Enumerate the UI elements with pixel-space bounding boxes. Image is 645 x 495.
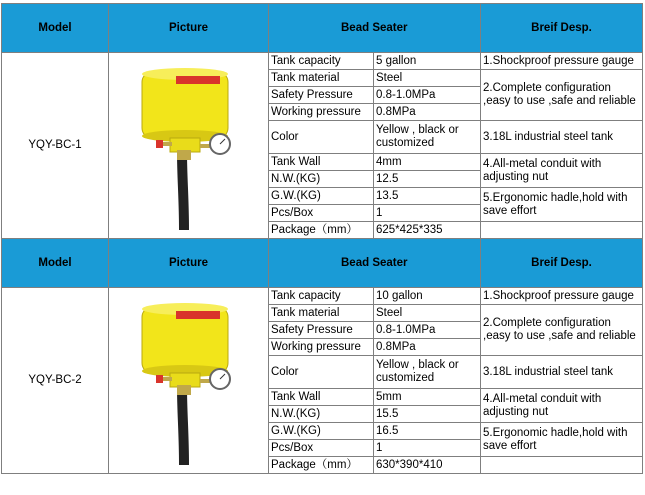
- spec-value: Steel: [374, 70, 481, 87]
- spec-label: Color: [269, 121, 374, 154]
- spec-table: [1, 3, 643, 474]
- description-cell: 1.Shockproof pressure gauge: [481, 288, 643, 305]
- model-cell: YQY-BC-2: [2, 288, 109, 474]
- description-cell: 1.Shockproof pressure gauge: [481, 53, 643, 70]
- description-cell: 4.All-metal conduit with adjusting nut: [481, 154, 643, 188]
- header-brief: Breif Desp.: [481, 4, 643, 53]
- spec-label: Package（mm）: [269, 222, 374, 239]
- spec-value: 4mm: [374, 154, 481, 171]
- description-cell: 5.Ergonomic hadle,hold with save effort: [481, 188, 643, 222]
- bead-seater-tank-image: [134, 58, 244, 234]
- spec-value: 12.5: [374, 171, 481, 188]
- description-empty-cell: [481, 457, 643, 474]
- spec-value: 0.8-1.0MPa: [374, 322, 481, 339]
- spec-label: Tank material: [269, 70, 374, 87]
- spec-value: 0.8-1.0MPa: [374, 87, 481, 104]
- header-brief: Breif Desp.: [481, 239, 643, 288]
- model-cell: YQY-BC-1: [2, 53, 109, 239]
- header-picture: Picture: [109, 239, 269, 288]
- header-model: Model: [2, 239, 109, 288]
- picture-cell: [109, 288, 269, 474]
- spec-value: 13.5: [374, 188, 481, 205]
- spec-value: 625*425*335: [374, 222, 481, 239]
- picture-cell: [109, 53, 269, 239]
- spec-row: [2, 288, 643, 305]
- spec-value: 1: [374, 205, 481, 222]
- spec-value: 1: [374, 440, 481, 457]
- description-cell: 2.Complete configuration ,easy to use ,safe and reliable: [481, 305, 643, 356]
- spec-label: Tank capacity: [269, 53, 374, 70]
- spec-label: Package（mm）: [269, 457, 374, 474]
- bead-seater-tank-image: [134, 293, 244, 469]
- spec-value: 0.8MPa: [374, 104, 481, 121]
- spec-label: Safety Pressure: [269, 87, 374, 104]
- spec-label: Color: [269, 356, 374, 389]
- spec-label: Safety Pressure: [269, 322, 374, 339]
- description-cell: 5.Ergonomic hadle,hold with save effort: [481, 423, 643, 457]
- spec-value: 15.5: [374, 406, 481, 423]
- spec-value: Yellow , black or customized: [374, 356, 481, 389]
- spec-label: G.W.(KG): [269, 188, 374, 205]
- spec-label: N.W.(KG): [269, 171, 374, 188]
- spec-value: 5 gallon: [374, 53, 481, 70]
- description-cell: 4.All-metal conduit with adjusting nut: [481, 389, 643, 423]
- spec-label: Working pressure: [269, 339, 374, 356]
- spec-label: Working pressure: [269, 104, 374, 121]
- spec-value: 5mm: [374, 389, 481, 406]
- spec-label: Tank material: [269, 305, 374, 322]
- spec-value: Yellow , black or customized: [374, 121, 481, 154]
- spec-value: 630*390*410: [374, 457, 481, 474]
- spec-value: 16.5: [374, 423, 481, 440]
- spec-label: N.W.(KG): [269, 406, 374, 423]
- header-row: [2, 4, 643, 53]
- spec-value: 10 gallon: [374, 288, 481, 305]
- header-row: [2, 239, 643, 288]
- description-cell: 3.18L industrial steel tank: [481, 121, 643, 154]
- description-cell: 3.18L industrial steel tank: [481, 356, 643, 389]
- header-picture: Picture: [109, 4, 269, 53]
- spec-value: 0.8MPa: [374, 339, 481, 356]
- spec-label: Pcs/Box: [269, 440, 374, 457]
- description-empty-cell: [481, 222, 643, 239]
- description-cell: 2.Complete configuration ,easy to use ,safe and reliable: [481, 70, 643, 121]
- header-model: Model: [2, 4, 109, 53]
- spec-label: Tank Wall: [269, 389, 374, 406]
- spec-value: Steel: [374, 305, 481, 322]
- spec-label: Tank capacity: [269, 288, 374, 305]
- header-bead-seater: Bead Seater: [269, 239, 481, 288]
- spec-label: Pcs/Box: [269, 205, 374, 222]
- spec-label: G.W.(KG): [269, 423, 374, 440]
- spec-row: [2, 53, 643, 70]
- header-bead-seater: Bead Seater: [269, 4, 481, 53]
- spec-label: Tank Wall: [269, 154, 374, 171]
